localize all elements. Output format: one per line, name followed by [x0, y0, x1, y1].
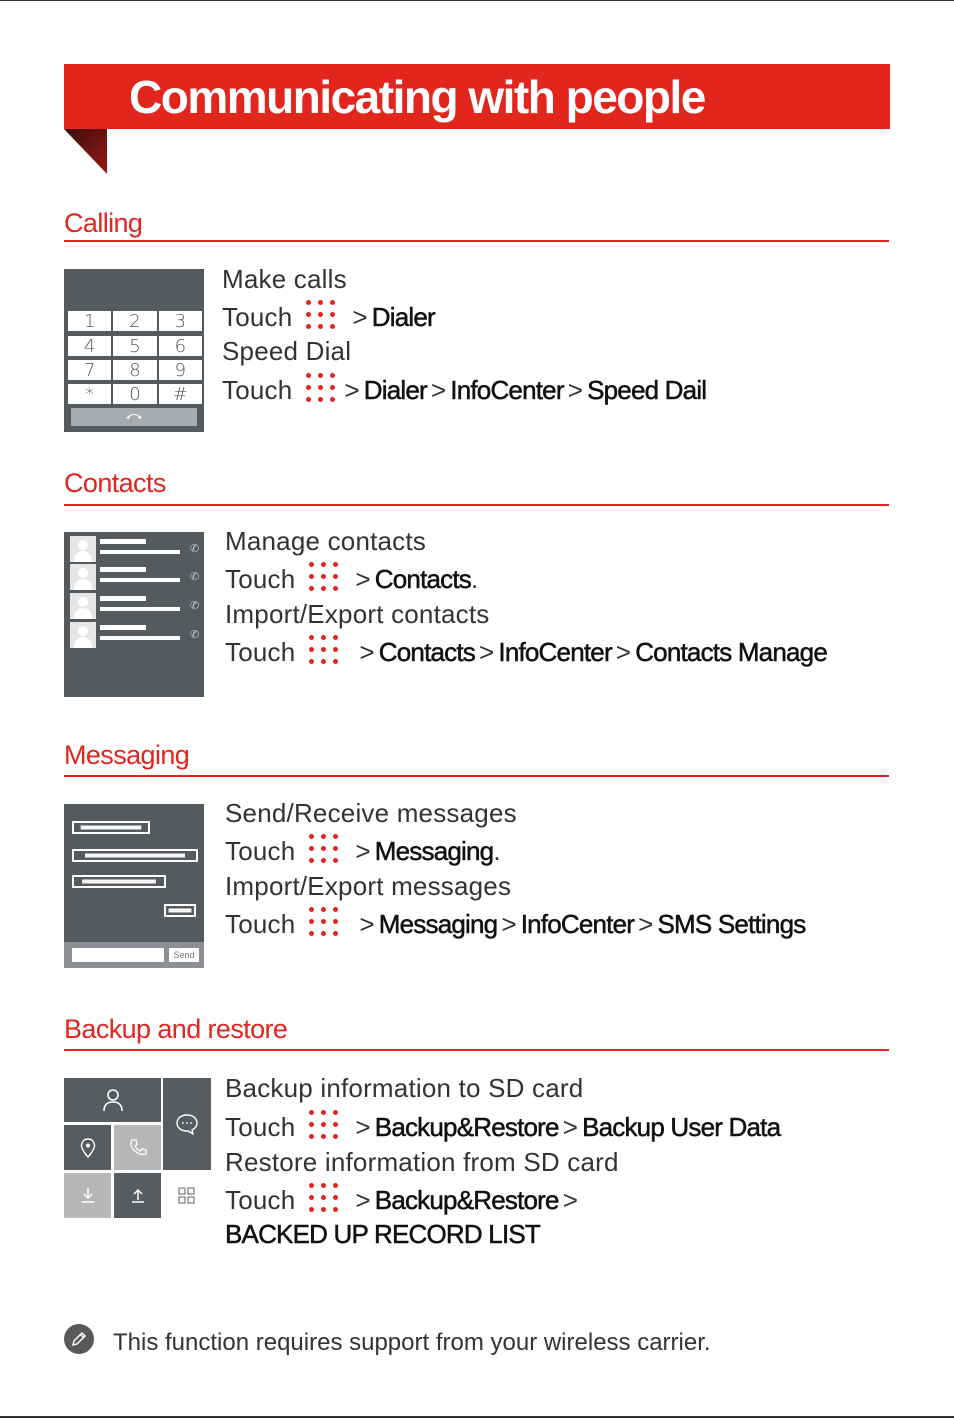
phone-handset-icon	[125, 412, 143, 420]
tile-apps	[163, 1173, 211, 1218]
key: 7	[68, 360, 111, 380]
key: 6	[159, 336, 202, 356]
keypad-row	[67, 360, 203, 380]
section-rule-backup	[64, 1049, 889, 1051]
keypad-row	[67, 311, 203, 331]
message-bubble	[72, 849, 198, 862]
touch-label: Touch	[225, 836, 296, 866]
backup-line-4: Touch > Backup&Restore >	[225, 1185, 579, 1215]
section-rule-messaging	[64, 775, 889, 777]
infocenter-label: InfoCenter	[450, 375, 564, 405]
key: *	[68, 384, 111, 404]
phone-icon: ✆	[190, 571, 200, 583]
phone-icon: ✆	[190, 629, 200, 641]
dialer-label: Dialer	[363, 375, 427, 405]
dialer-thumbnail	[64, 269, 204, 432]
call-bar	[71, 408, 197, 426]
contact-row	[68, 536, 204, 562]
tile-location	[64, 1125, 111, 1170]
touch-label: Touch	[225, 1185, 296, 1215]
infocenter-label: InfoCenter	[498, 637, 612, 667]
touch-label: Touch	[222, 302, 293, 332]
messaging-line-2: Touch > Messaging.	[225, 836, 501, 866]
key: 0	[113, 384, 156, 404]
section-title-contacts: Contacts	[64, 468, 166, 498]
apps-grid-icon	[309, 635, 339, 665]
backed-up-record-list-label: BACKED UP RECORD LIST	[225, 1219, 541, 1249]
title-banner	[64, 64, 890, 129]
calling-line-2: Touch > Dialer	[222, 302, 435, 332]
key: 4	[68, 336, 111, 356]
banner-fold	[64, 129, 107, 174]
messaging-label: Messaging	[374, 836, 494, 866]
section-title-calling: Calling	[64, 208, 143, 238]
person-icon	[102, 1088, 124, 1112]
key: 3	[159, 311, 202, 331]
tile-messages	[163, 1078, 211, 1170]
key: 5	[113, 336, 156, 356]
location-pin-icon	[80, 1138, 96, 1158]
message-bubble	[164, 904, 196, 917]
send-button: Send	[169, 948, 199, 962]
messaging-thumbnail	[64, 804, 204, 968]
tile-contacts	[64, 1078, 161, 1122]
grid-icon	[177, 1186, 197, 1206]
touch-label: Touch	[225, 637, 296, 667]
apps-grid-icon	[309, 562, 339, 592]
infocenter-label: InfoCenter	[520, 909, 635, 939]
contact-row	[68, 622, 204, 648]
section-title-messaging: Messaging	[64, 740, 190, 770]
speed-dail-label: Speed Dail	[587, 375, 707, 405]
backup-restore-label: Backup&Restore	[374, 1112, 559, 1142]
phone-icon: ✆	[190, 600, 200, 612]
avatar	[70, 536, 96, 562]
dialer-label: Dialer	[371, 302, 435, 332]
phone-icon: ✆	[190, 543, 200, 555]
sms-settings-label: SMS Settings	[657, 909, 806, 939]
contacts-line-2: Touch > Contacts.	[225, 564, 479, 594]
apps-grid-icon	[309, 907, 339, 937]
contacts-line-3: Import/Export contacts	[225, 599, 490, 629]
bottom-border	[0, 1416, 954, 1418]
contact-row	[68, 593, 204, 619]
apps-grid-icon	[309, 1110, 339, 1140]
tile-download	[64, 1173, 111, 1218]
compose-bar	[64, 942, 204, 968]
calling-line-1: Make calls	[222, 264, 347, 294]
apps-grid-icon	[309, 1183, 339, 1213]
avatar	[70, 622, 96, 648]
touch-label: Touch	[225, 909, 296, 939]
touch-label: Touch	[222, 375, 293, 405]
period: .	[471, 564, 479, 594]
key: 8	[113, 360, 156, 380]
chat-bubble-icon	[175, 1113, 199, 1135]
section-title-backup: Backup and restore	[64, 1014, 288, 1044]
backup-line-3: Restore information from SD card	[225, 1147, 619, 1177]
page-title: Communicating with people	[129, 71, 705, 123]
key: 9	[159, 360, 202, 380]
contact-row	[68, 564, 204, 590]
calling-line-3: Speed Dial	[222, 336, 352, 366]
contacts-label: Contacts	[378, 637, 475, 667]
messaging-label: Messaging	[378, 909, 498, 939]
calling-line-4: Touch > Dialer > InfoCenter > Speed Dail	[222, 375, 707, 405]
contacts-thumbnail	[64, 532, 204, 697]
download-icon	[80, 1187, 96, 1205]
contacts-manage-label: Contacts Manage	[635, 637, 827, 667]
touch-label: Touch	[225, 1112, 296, 1142]
apps-grid-icon	[309, 834, 339, 864]
key: #	[159, 384, 202, 404]
message-bubble	[72, 875, 166, 888]
pencil-icon	[64, 1324, 94, 1354]
avatar	[70, 564, 96, 590]
message-bubble	[72, 821, 150, 834]
backup-line-5	[225, 1219, 540, 1250]
upload-icon	[130, 1187, 146, 1205]
apps-grid-icon	[306, 373, 336, 403]
section-rule-calling	[64, 240, 889, 242]
backup-line-2: Touch > Backup&Restore > Backup User Data	[225, 1112, 781, 1142]
avatar	[70, 593, 96, 619]
section-rule-contacts	[64, 504, 889, 506]
contacts-line-1: Manage contacts	[225, 526, 427, 556]
backup-user-data-label: Backup User Data	[582, 1112, 781, 1142]
messaging-line-1: Send/Receive messages	[225, 798, 517, 828]
period: .	[493, 836, 501, 866]
messaging-line-4: Touch > Messaging > InfoCenter > SMS Settings	[225, 909, 806, 939]
keypad-row	[67, 336, 203, 356]
key: 1	[68, 311, 111, 331]
backup-line-1: Backup information to SD card	[225, 1073, 584, 1103]
tile-phone	[114, 1125, 161, 1170]
note-text: This function requires support from your wireless carrier.	[113, 1329, 711, 1356]
messaging-line-3: Import/Export messages	[225, 871, 512, 901]
contacts-label: Contacts	[374, 564, 471, 594]
compose-input	[72, 948, 164, 962]
tile-upload	[114, 1173, 161, 1218]
apps-grid-icon	[306, 300, 336, 330]
key: 2	[113, 311, 156, 331]
backup-restore-label: Backup&Restore	[374, 1185, 559, 1215]
keypad-row	[67, 384, 203, 404]
phone-icon	[128, 1138, 148, 1158]
touch-label: Touch	[225, 564, 296, 594]
contacts-line-4: Touch > Contacts > InfoCenter > Contacts Manage	[225, 637, 827, 667]
top-border	[0, 0, 954, 1]
